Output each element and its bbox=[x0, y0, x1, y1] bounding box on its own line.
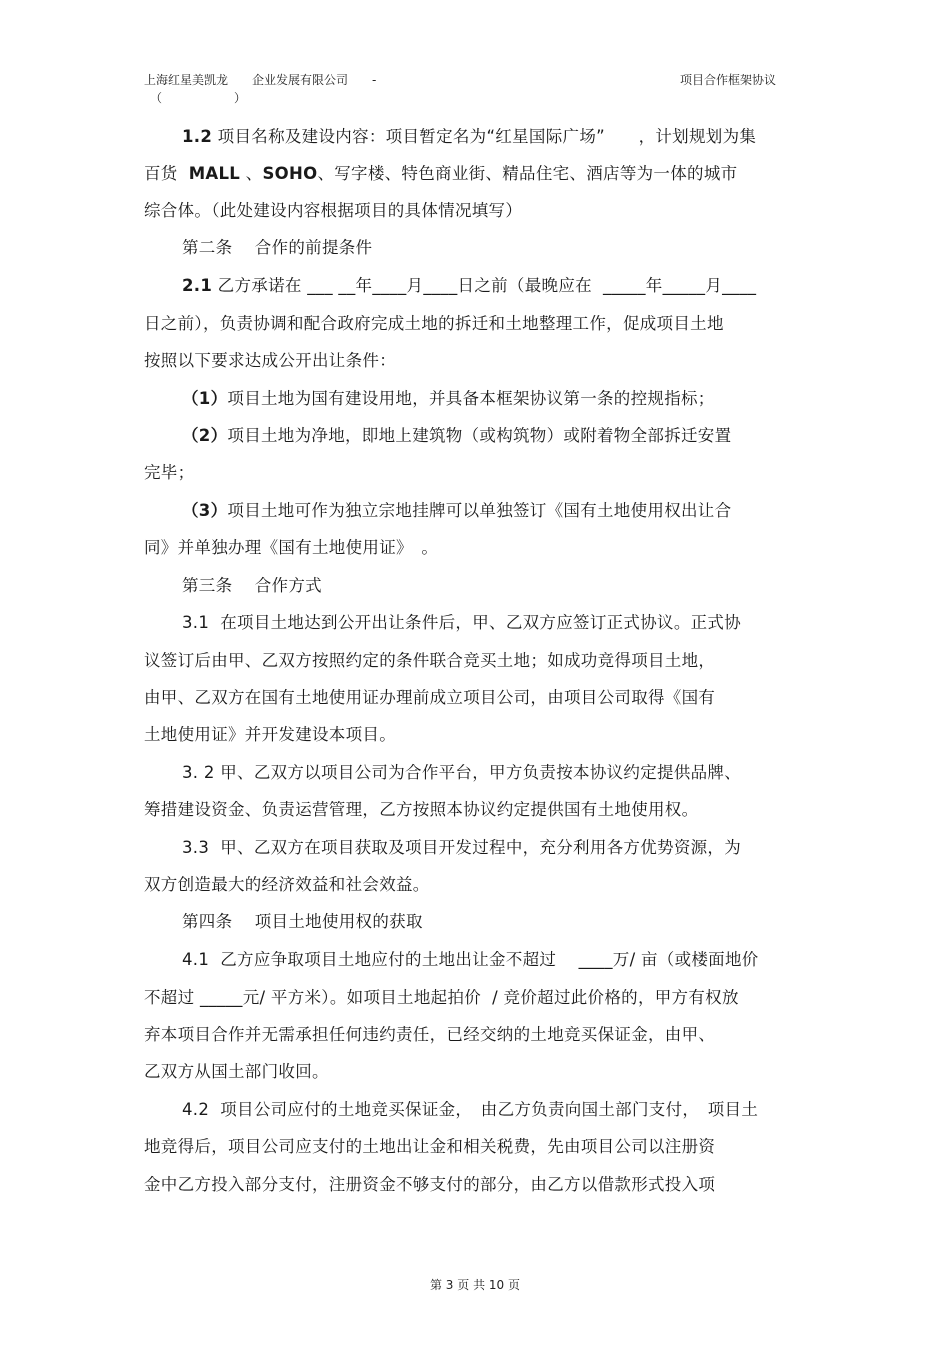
footer-suffix: 页 bbox=[508, 1278, 521, 1292]
article-4-heading: 第四条 项目土地使用权的获取 bbox=[182, 912, 423, 931]
clause-text: 、写字楼、特色商业街、精品住宅、酒店等为一体的城市 bbox=[317, 164, 738, 183]
clause-2-1-line-3: 按照以下要求达成公开出让条件： bbox=[144, 351, 396, 370]
condition-number: （3） bbox=[182, 501, 228, 520]
clause-number: 1.2 bbox=[182, 127, 213, 146]
footer-prefix: 第 bbox=[429, 1278, 442, 1292]
clause-1-2-line-1 bbox=[182, 127, 756, 147]
clause-3-2-line-2: 筹措建设资金、负责运营管理，乙方按照本协议约定提供国有土地使用权。 bbox=[144, 800, 699, 819]
article-3-heading: 第三条 合作方式 bbox=[182, 576, 322, 595]
clause-4-1-line-1: 4.1 乙方应争取项目土地应付的土地出让金不超过 ____万/ 亩（或楼面地价 bbox=[182, 950, 759, 969]
condition-3 bbox=[182, 501, 731, 521]
clause-4-2-line-1: 4.2 项目公司应付的土地竞买保证金， 由乙方负责向国土部门支付， 项目土 bbox=[182, 1100, 759, 1119]
clause-4-2-line-2: 地竞得后，项目公司应支付的土地出让金和相关税费，先由项目公司以注册资 bbox=[144, 1137, 716, 1156]
condition-2 bbox=[182, 426, 731, 446]
condition-number: （1） bbox=[182, 389, 228, 408]
soho-term: SOHO bbox=[262, 164, 318, 183]
mall-term: MALL bbox=[188, 164, 241, 183]
condition-text: 项目土地为国有建设用地，并具备本框架协议第一条的控规指标； bbox=[227, 389, 715, 408]
clause-3-2-line-1: 3. 2 甲、乙双方以项目公司为合作平台，甲方负责按本协议约定提供品牌、 bbox=[182, 763, 742, 782]
page-total: 10 bbox=[488, 1278, 505, 1292]
clause-3-1-line-2: 议签订后由甲、乙双方按照约定的条件联合竞买土地；如成功竞得项目土地， bbox=[144, 651, 716, 670]
condition-number: （2） bbox=[182, 426, 228, 445]
clause-text: 乙方承诺在 ___ __年____月____日之前（最晚应在 _____年_____月____ bbox=[212, 276, 757, 295]
condition-1 bbox=[182, 389, 715, 409]
clause-number: 2.1 bbox=[182, 276, 213, 295]
clause-1-2-line-2 bbox=[144, 164, 737, 184]
header-doc-title: 项目合作框架协议 bbox=[680, 73, 777, 87]
article-2-heading: 第二条 合作的前提条件 bbox=[182, 238, 373, 257]
condition-2-line-2: 完毕； bbox=[144, 463, 195, 482]
page-footer bbox=[0, 1276, 950, 1293]
clause-4-1-line-4: 乙双方从国土部门收回。 bbox=[144, 1062, 329, 1081]
clause-text: 项目名称及建设内容：项目暂定名为“红星国际广场” ，计划规划为集 bbox=[212, 127, 757, 146]
header-company: 上海红星美凯龙 企业发展有限公司 - bbox=[144, 73, 377, 87]
condition-text: 项目土地为净地，即地上建筑物（或构筑物）或附着物全部拆迁安置 bbox=[227, 426, 732, 445]
condition-text: 项目土地可作为独立宗地挂牌可以单独签订《国有土地使用权出让合 bbox=[227, 501, 732, 520]
clause-2-1-line-1 bbox=[182, 276, 756, 296]
clause-2-1-line-2: 日之前），负责协调和配合政府完成土地的拆迁和土地整理工作，促成项目土地 bbox=[144, 314, 724, 333]
clause-text: 、 bbox=[240, 164, 263, 183]
clause-text: 百货 bbox=[144, 164, 189, 183]
clause-3-3-line-1: 3.3 甲、乙双方在项目获取及项目开发过程中，充分利用各方优势资源，为 bbox=[182, 838, 742, 857]
header-company-paren: （ ） bbox=[150, 91, 247, 105]
clause-4-1-line-3: 弃本项目合作并无需承担任何违约责任，已经交纳的土地竞买保证金，由甲、 bbox=[144, 1025, 716, 1044]
clause-4-2-line-3: 金中乙方投入部分支付，注册资金不够支付的部分，由乙方以借款形式投入项 bbox=[144, 1175, 716, 1194]
clause-3-1-line-1: 3.1 在项目土地达到公开出让条件后，甲、乙双方应签订正式协议。正式协 bbox=[182, 613, 742, 632]
clause-3-1-line-4: 土地使用证》并开发建设本项目。 bbox=[144, 725, 396, 744]
footer-mid: 页 共 bbox=[457, 1278, 486, 1292]
clause-4-1-line-2: 不超过 _____元/ 平方米）。如项目土地起拍价 / 竞价超过此价格的，甲方有权放 bbox=[144, 988, 739, 1007]
page-current: 3 bbox=[445, 1278, 454, 1292]
condition-3-line-2: 同》并单独办理《国有土地使用证》 。 bbox=[144, 538, 439, 557]
clause-1-2-line-3: 综合体。（此处建设内容根据项目的具体情况填写） bbox=[144, 201, 523, 220]
clause-3-3-line-2: 双方创造最大的经济效益和社会效益。 bbox=[144, 875, 430, 894]
clause-3-1-line-3: 由甲、乙双方在国有土地使用证办理前成立项目公司，由项目公司取得《国有 bbox=[144, 688, 716, 707]
